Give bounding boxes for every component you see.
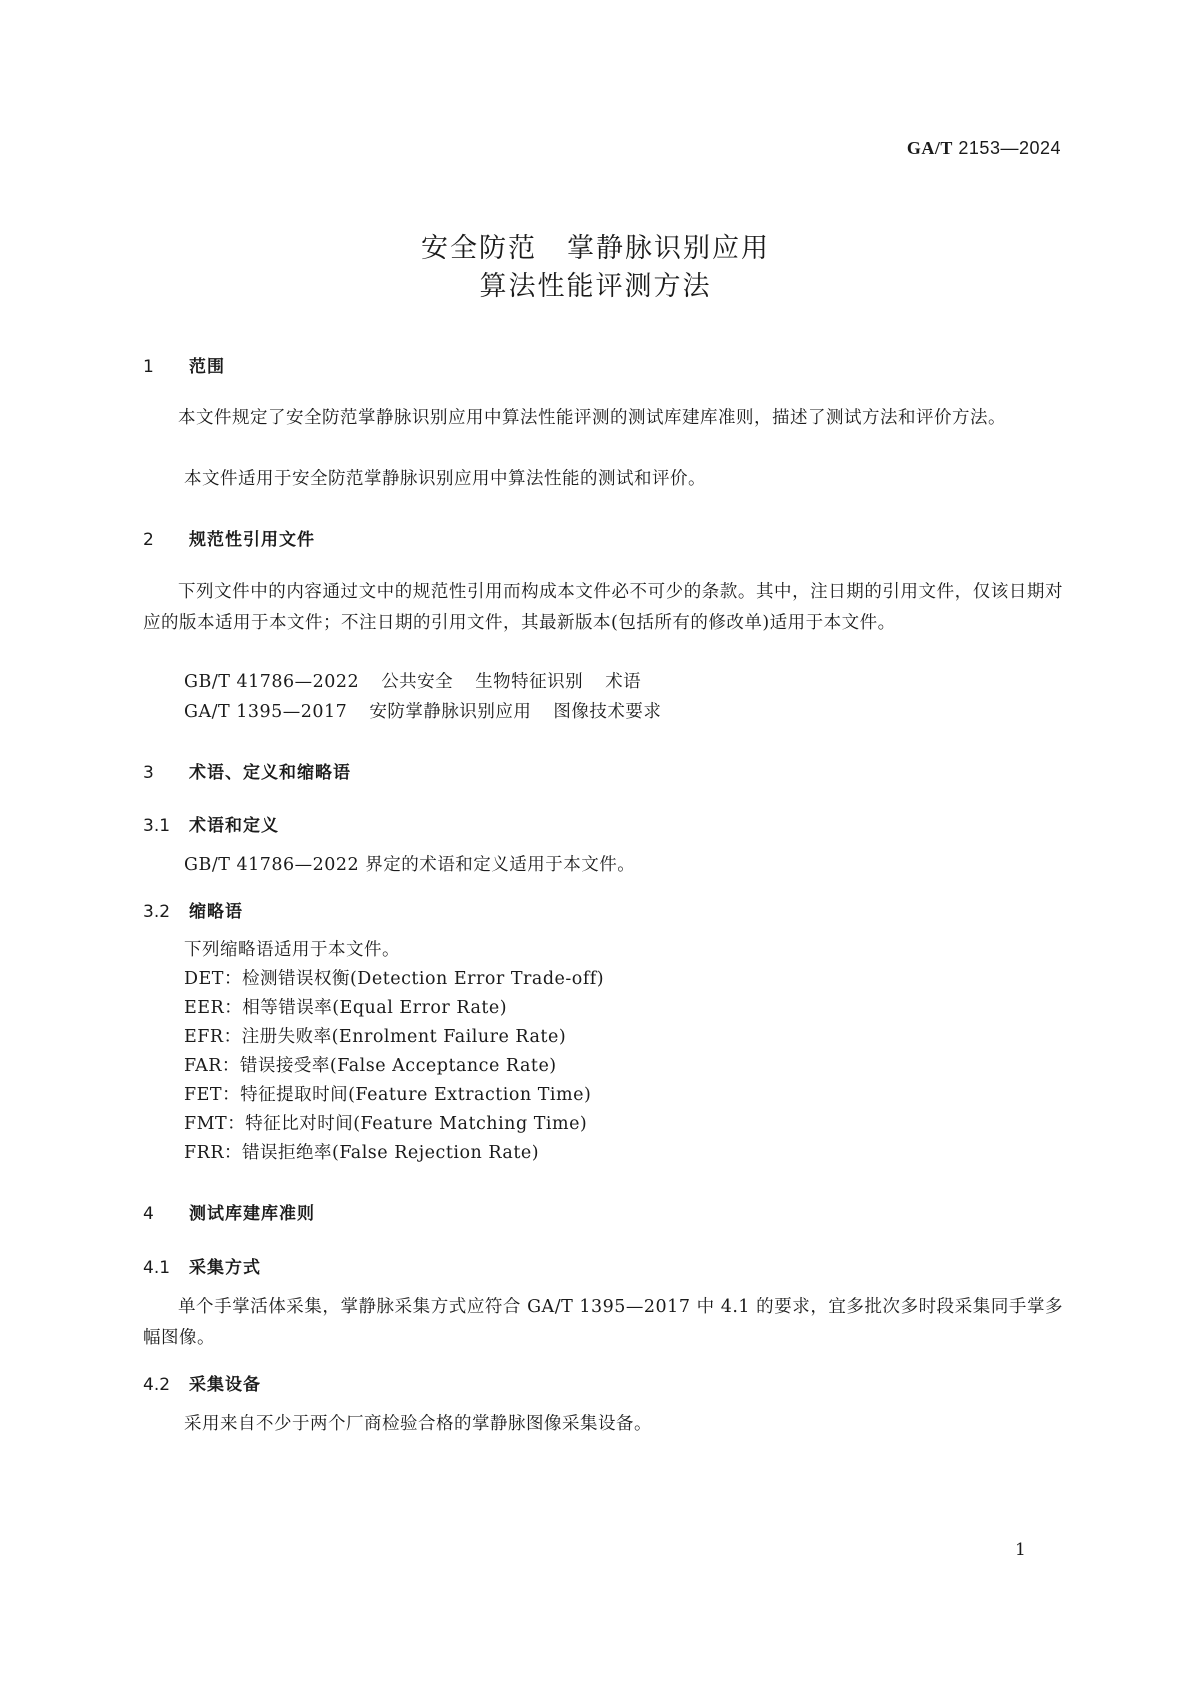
section-3-1-heading <box>143 811 279 836</box>
reference-title-part: 生物特征识别 <box>475 672 584 692</box>
section-3-2-heading <box>143 897 243 922</box>
section-title: 术语、定义和缩略语 <box>189 763 351 783</box>
reference-title-part: 术语 <box>605 672 642 692</box>
standard-prefix: GA/T <box>906 138 953 158</box>
abbreviation-item: EFR：注册失败率(Enrolment Failure Rate) <box>184 1027 567 1047</box>
section-title: 采集设备 <box>189 1375 261 1395</box>
section-4-1-heading <box>143 1253 261 1278</box>
standard-code: 2153—2024 <box>958 138 1061 158</box>
normative-reference-1 <box>184 667 641 698</box>
section-1-paragraph-2: 本文件适用于安全防范掌静脉识别应用中算法性能的测试和评价。 <box>184 469 706 489</box>
document-title-line2: 算法性能评测方法 <box>479 271 712 302</box>
section-number: 2 <box>143 530 154 550</box>
section-1-paragraph-1: 本文件规定了安全防范掌静脉识别应用中算法性能评测的测试库建库准则，描述了测试方法和评价方法。 <box>178 408 1006 428</box>
reference-title-part: 图像技术要求 <box>553 702 662 722</box>
section-title: 测试库建库准则 <box>189 1204 315 1224</box>
abbreviations-intro: 下列缩略语适用于本文件。 <box>184 940 400 960</box>
section-4-1-text: 单个手掌活体采集，掌静脉采集方式应符合 GA/T 1395—2017 中 4.1 的要求，宜多批次多时段采集同手掌多幅图像。 <box>143 1297 1063 1348</box>
abbreviation-item: FET：特征提取时间(Feature Extraction Time) <box>184 1085 592 1105</box>
abbreviation-item: FRR：错误拒绝率(False Rejection Rate) <box>184 1143 540 1163</box>
reference-code: GA/T 1395—2017 <box>184 702 348 722</box>
section-number: 3 <box>143 763 154 783</box>
section-number: 3.1 <box>143 816 171 836</box>
section-2-paragraph: 下列文件中的内容通过文中的规范性引用而构成本文件必不可少的条款。其中，注日期的引用文件，仅该日期对应的版本适用于本文件；不注日期的引用文件，其最新版本(包括所有的修改单)适用于本文件。 <box>143 582 1063 633</box>
section-number: 3.2 <box>143 902 171 922</box>
reference-code: GB/T 41786—2022 <box>184 672 360 692</box>
section-number: 4.2 <box>143 1375 171 1395</box>
abbreviation-item: FAR：错误接受率(False Acceptance Rate) <box>184 1056 557 1076</box>
abbreviation-item: DET：检测错误权衡(Detection Error Trade-off) <box>184 969 605 989</box>
section-1-heading <box>143 352 225 377</box>
section-4-2-text: 采用来自不少于两个厂商检验合格的掌静脉图像采集设备。 <box>184 1414 652 1434</box>
section-title: 范围 <box>189 357 225 377</box>
section-4-heading <box>143 1199 315 1224</box>
section-3-heading <box>143 758 351 783</box>
section-number: 1 <box>143 357 154 377</box>
section-title: 规范性引用文件 <box>189 530 315 550</box>
abbreviation-item: EER：相等错误率(Equal Error Rate) <box>184 998 508 1018</box>
section-number: 4.1 <box>143 1258 171 1278</box>
normative-reference-2 <box>184 697 661 728</box>
section-title: 术语和定义 <box>189 816 279 836</box>
section-3-1-text: GB/T 41786—2022 界定的术语和定义适用于本文件。 <box>184 855 636 875</box>
section-title: 缩略语 <box>189 902 243 922</box>
section-title: 采集方式 <box>189 1258 261 1278</box>
section-2-heading <box>143 525 315 550</box>
document-title-line1 <box>0 226 1191 265</box>
title-part-b: 掌静脉识别应用 <box>567 233 770 264</box>
page-number: 1 <box>1015 1540 1026 1560</box>
abbreviation-item: FMT：特征比对时间(Feature Matching Time) <box>184 1114 588 1134</box>
title-part-a: 安全防范 <box>421 233 537 264</box>
section-number: 4 <box>143 1204 154 1224</box>
reference-title-part: 安防掌静脉识别应用 <box>369 702 532 722</box>
standard-number <box>0 138 1061 159</box>
reference-title-part: 公共安全 <box>381 672 454 692</box>
section-4-2-heading <box>143 1370 261 1395</box>
